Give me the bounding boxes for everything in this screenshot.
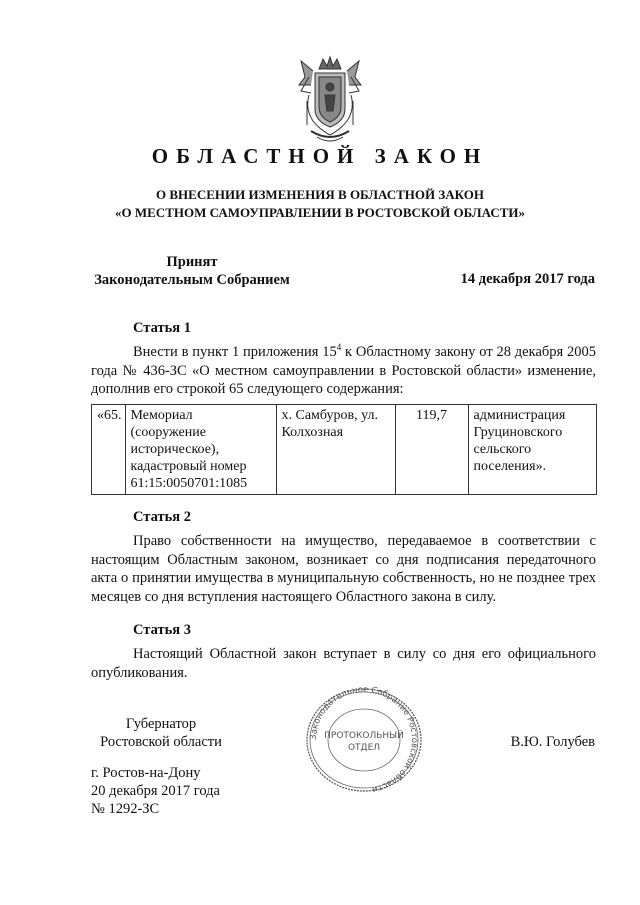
document-subtitle (60, 186, 580, 222)
address-cell: х. Самбуров, ул. Колхозная (276, 405, 395, 495)
subtitle-line-1: О ВНЕСЕНИИ ИЗМЕНЕНИЯ В ОБЛАСТНОЙ ЗАКОН (156, 187, 484, 202)
value-cell: 119,7 (395, 405, 468, 495)
adoption-line-1: Принят (166, 254, 218, 270)
owner-cell: администрация Груциновского сельского поселения». (468, 405, 597, 495)
signatory-position (91, 715, 231, 751)
article-3-text-body: Настоящий Областной закон вступает в силу со дня его официального опубликования. (91, 646, 596, 681)
position-line-1: Губернатор (125, 716, 197, 732)
subtitle-line-2: «О МЕСТНОМ САМОУПРАВЛЕНИИ В РОСТОВСКОЙ ОБЛАСТИ» (115, 205, 525, 220)
article-2-text (91, 532, 596, 606)
stamp-inner-line-2: ОТДЕЛ (347, 743, 381, 753)
position-line-2: Ростовской области (100, 734, 222, 750)
stamp-inner-line-1: ПРОТОКОЛЬНЫЙ (324, 731, 404, 741)
article-3-text (91, 645, 596, 682)
article-1-text-start: Внести в пункт 1 приложения 15 (133, 344, 337, 360)
article-2-text-body: Право собственности на имущество, передаваемое в соответствии с настоящим Областным законом, возникает со дня подписания передаточного акта о принятии имущества в муниципальную собственность, но не позднее трех месяцев со дня вступления настоящего Областного закона в силу. (91, 533, 596, 605)
table-row (92, 405, 597, 495)
enactment-place: г. Ростов-на-Дону (91, 765, 201, 781)
row-number-cell: «65. (92, 405, 126, 495)
stamp-outer-text: Законодательное Собрание Ростовской области (308, 686, 420, 794)
article-1-text (91, 343, 596, 399)
object-name-cell: Мемориал (сооружение историческое), кадастровый номер 61:15:0050701:1085 (125, 405, 276, 495)
article-3-heading: Статья 3 (133, 622, 191, 638)
adoption-block (92, 253, 292, 289)
law-number: № 1292-ЗС (91, 801, 160, 817)
document-title: ОБЛАСТНОЙ ЗАКОН (151, 144, 489, 168)
enactment-details (91, 764, 220, 818)
adoption-line-2: Законодательным Собранием (94, 272, 290, 288)
article-2-heading: Статья 2 (133, 509, 191, 525)
coat-of-arms-emblem (297, 55, 363, 145)
official-stamp (303, 686, 425, 794)
adoption-date: 14 декабря 2017 года (460, 271, 595, 287)
signatory-name: В.Ю. Голубев (510, 734, 595, 750)
article-1-superscript: 4 (336, 342, 342, 353)
amendment-table (91, 404, 597, 495)
enactment-date: 20 декабря 2017 года (91, 783, 220, 799)
article-1-text-end: к Областному закону от 28 декабря 2005 года № 436-ЗС «О местном самоуправлении в Ростовской области» изменение, дополнив его строкой 65 следующего содержания: (91, 344, 596, 397)
article-1-heading: Статья 1 (133, 320, 191, 336)
